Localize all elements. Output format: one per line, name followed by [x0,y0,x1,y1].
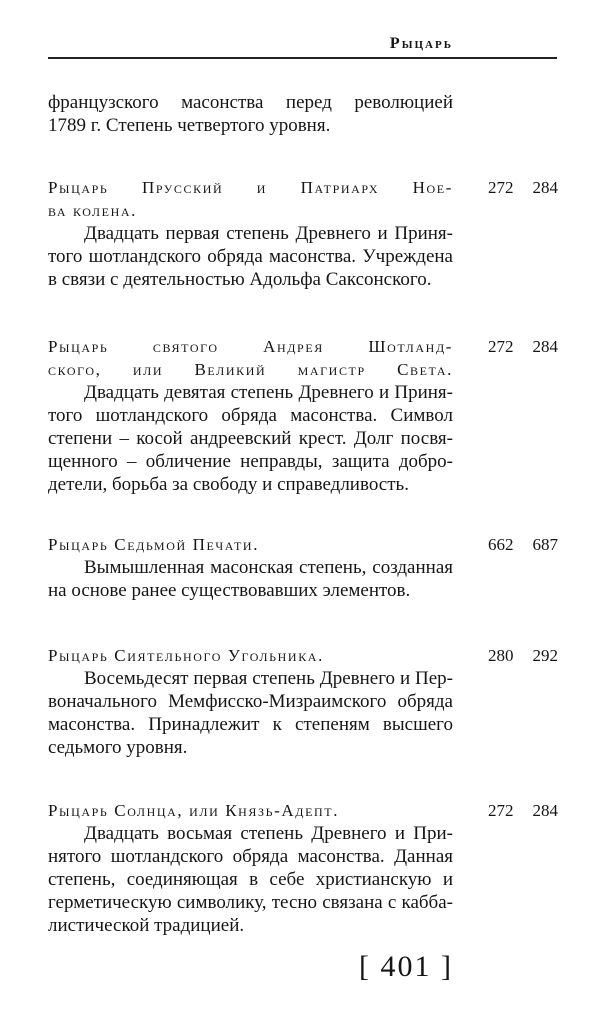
page-ref: 272 [488,178,514,197]
page-ref: 292 [532,646,558,665]
text-line: Вымышленная масонская степень, созданная [84,557,453,578]
entry-pruss [48,176,558,291]
page-number: [ 401 ] [359,950,453,983]
entry-seventh-seal [48,533,558,602]
footer [48,950,453,984]
entry-heading: ва колена. [48,201,137,220]
text-line: листической традицией. [48,915,245,936]
text-line: того шотландского обряда масонства. Учреждена [48,246,453,267]
entry-square [48,644,558,759]
header-rule [48,57,557,59]
text-line: детели, борьба за свободу и справедливость. [48,474,409,495]
entry-heading: Рыцарь Сиятельного Угольника. [48,646,324,665]
text-line: 1789 г. Степень четвертого уровня. [48,115,331,136]
text-line: в связи с деятельностью Адольфа Саксонского. [48,269,432,290]
entry-heading: Рыцарь Солнца, или Князь-Адепт. [48,801,340,820]
text-line: Восемьдесят первая степень Древнего и Пер- [84,668,453,689]
text-line: Двадцать первая степень Древнего и Приня- [84,223,453,244]
text-line: герметическую символику, тесно связана с кабба- [48,892,453,913]
text-line: Двадцать девятая степень Древнего и Приня- [84,382,453,403]
entry-heading: Рыцарь святого Андрея Шотланд- [48,337,453,356]
page-ref: 272 [488,801,514,820]
text-line: степени – косой андреевский крест. Долг посвя- [48,428,453,449]
page-ref: 687 [532,535,558,554]
page-column [48,91,558,984]
page-refs [488,335,558,358]
entry-sun [48,799,558,937]
text-line: того шотландского обряда масонства. Символ [48,405,453,426]
running-head: Рыцарь [389,35,453,52]
page-ref: 284 [532,178,558,197]
page-refs [488,799,558,822]
page-ref: 284 [532,337,558,356]
text-line: французского масонства перед революцией [48,92,453,113]
page-refs [488,644,558,667]
page-ref: 272 [488,337,514,356]
entry-heading: ского, или Великий магистр Света. [48,360,453,379]
page-ref: 662 [488,535,514,554]
text-line: щенного – обличение неправды, защита добро- [48,451,453,472]
text-line: воначального Мемфисско-Мизраимского обряда [48,691,453,712]
page-refs [488,533,558,556]
entry-heading: Рыцарь Прусский и Патриарх Ное- [48,178,453,197]
page-refs [488,176,558,199]
entry-heading: Рыцарь Седьмой Печати. [48,535,260,554]
text-line: на основе ранее существовавших элементов. [48,580,411,601]
text-line: степень, соединяющая в себе христианскую и [48,869,453,890]
text-line: нятого шотландского обряда масонства. Данная [48,846,453,867]
page-ref: 280 [488,646,514,665]
text-line: седьмого уровня. [48,737,188,758]
text-line: Двадцать восьмая степень Древнего и При- [84,823,453,844]
entry-andrew [48,335,558,496]
intro-paragraph [48,91,558,137]
text-line: масонства. Принадлежит к степеням высшего [48,714,453,735]
page-ref: 284 [532,801,558,820]
